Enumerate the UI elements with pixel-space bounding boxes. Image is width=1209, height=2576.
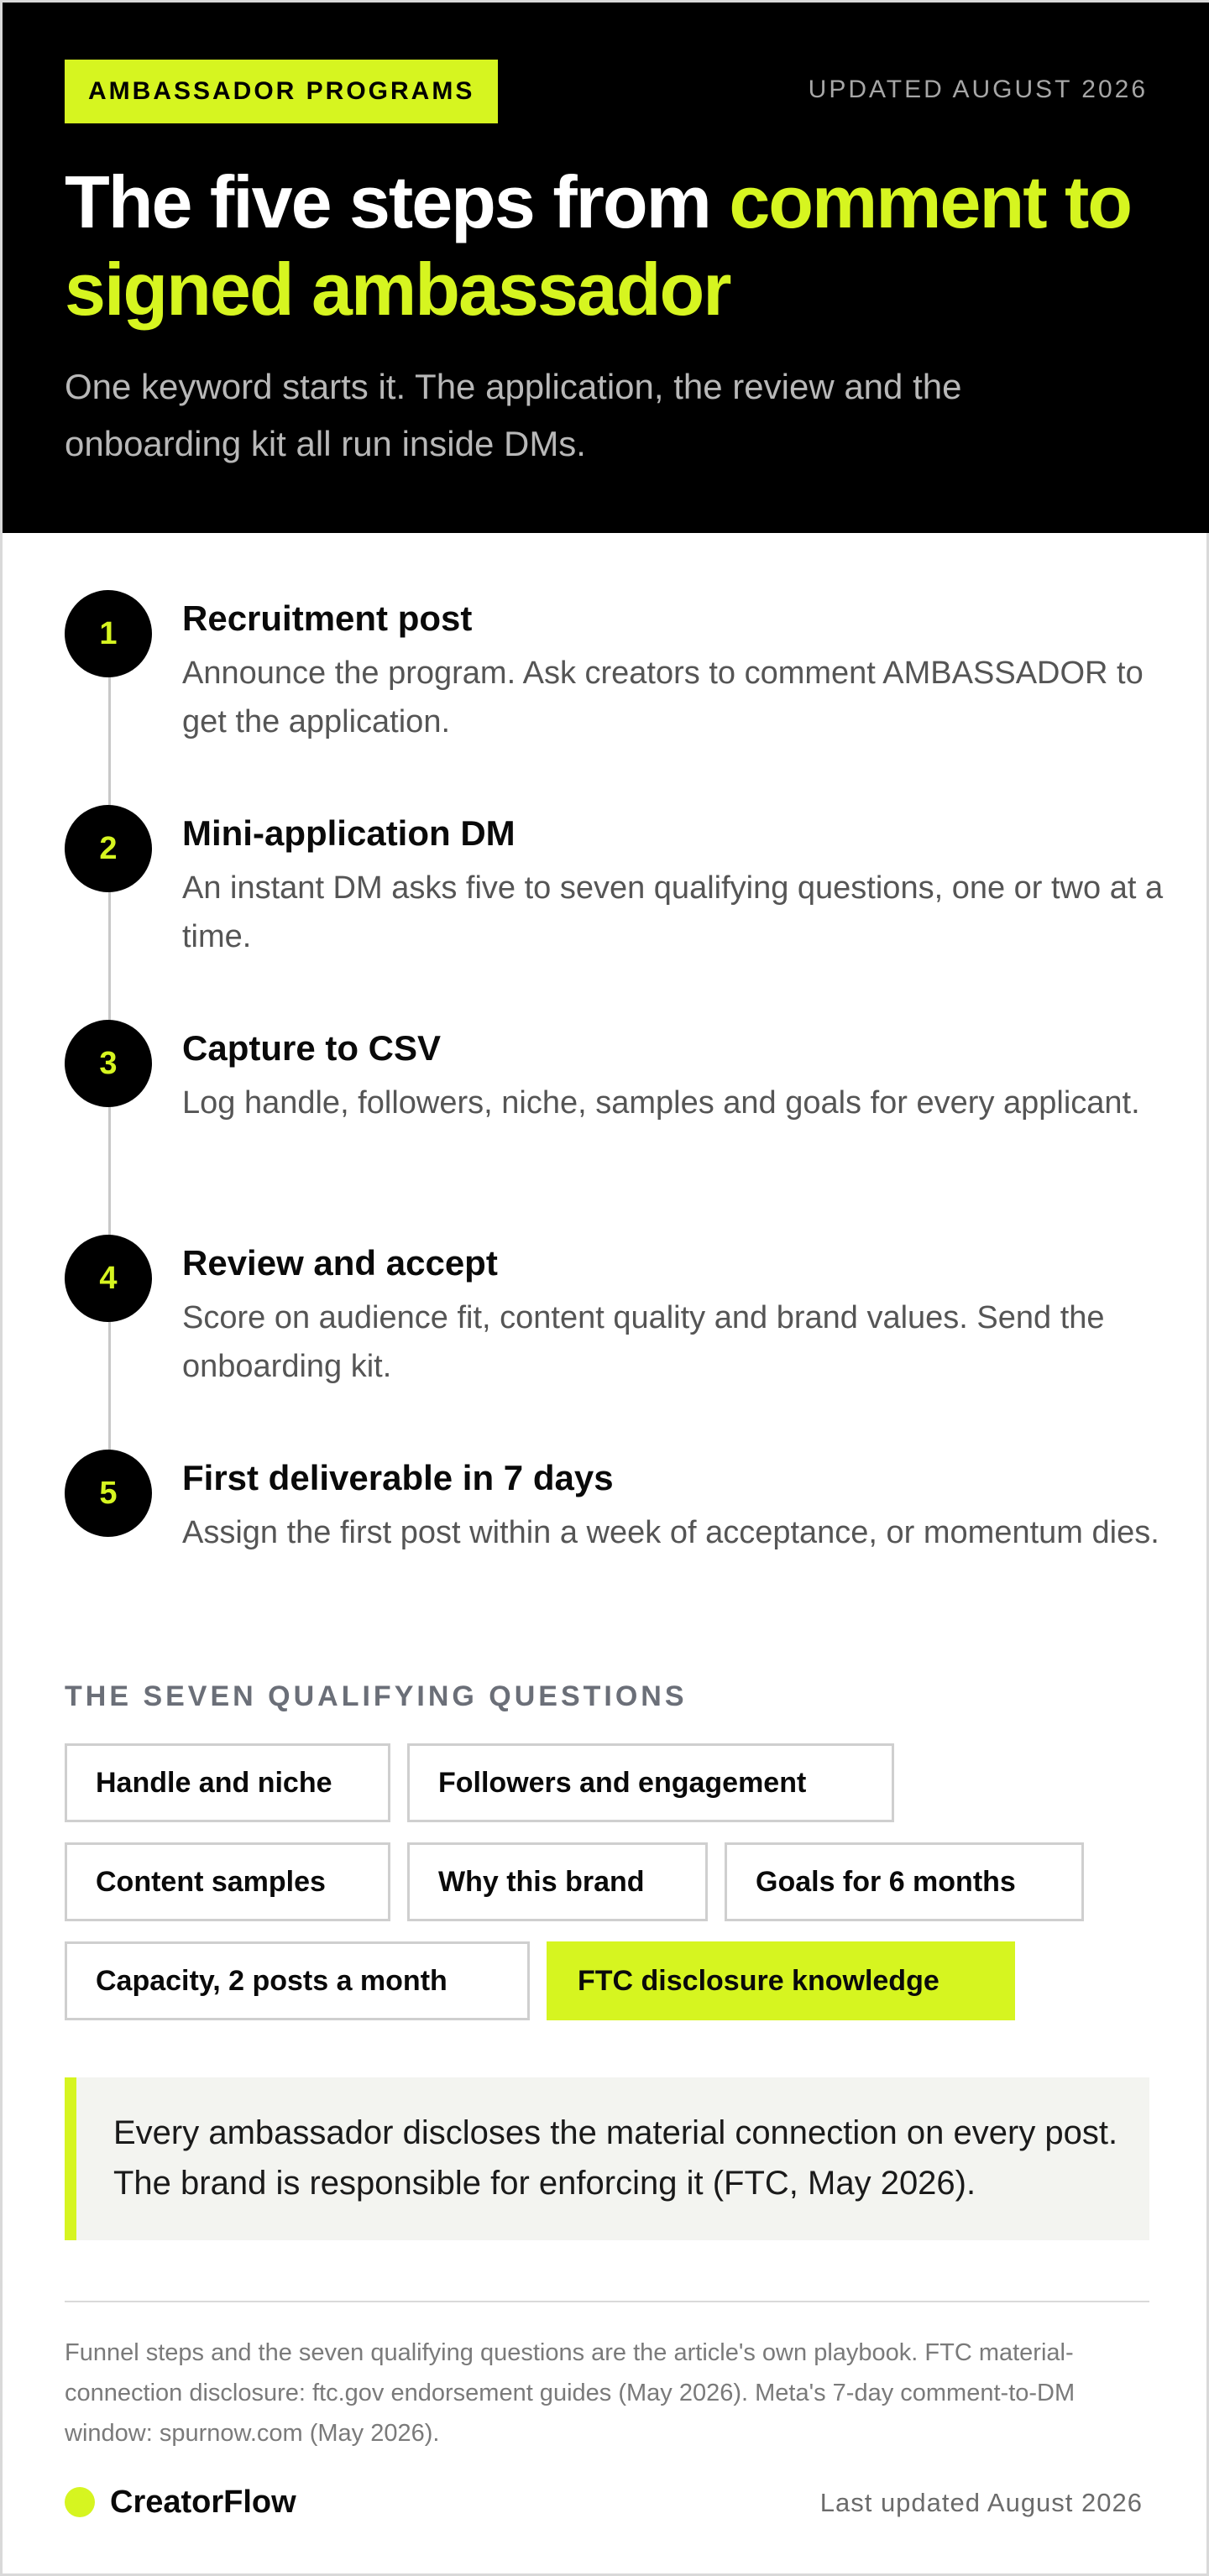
- updated-date: UPDATED AUGUST 2026: [808, 76, 1148, 103]
- step-description: Log handle, followers, niche, samples and goals for every applicant.: [182, 1085, 1140, 1121]
- step-title: Recruitment post: [182, 598, 473, 638]
- step-title: Review and accept: [182, 1243, 498, 1283]
- step-number-badge: 4: [65, 1235, 152, 1322]
- sources-note: Funnel steps and the seven qualifying questions are the article's own playbook. FTC material-connection disclosure: ftc.gov endorsement guides (May 2026). Meta's 7-day comment-to-DM window: spurnow.com (May 2026).: [65, 2339, 1076, 2447]
- last-updated: Last updated August 2026: [819, 2488, 1143, 2517]
- title-text: The five steps from: [65, 160, 730, 243]
- question-chip: Handle and niche: [65, 1743, 390, 1822]
- step-number-badge: 5: [65, 1450, 152, 1537]
- question-chip: Content samples: [65, 1842, 390, 1921]
- step-number-badge: 3: [65, 1020, 152, 1107]
- footer-divider: [65, 2301, 1149, 2302]
- callout-text: Every ambassador discloses the material connection on every post. The brand is responsible for enforcing it (FTC, May 2026).: [113, 2114, 1118, 2202]
- category-badge: AMBASSADOR PROGRAMS: [65, 60, 498, 123]
- step-description: Score on audience fit, content quality and brand values. Send the onboarding kit.: [182, 1300, 1105, 1384]
- question-chip: Followers and engagement: [407, 1743, 894, 1822]
- step-number-badge: 1: [65, 590, 152, 677]
- step-title: Mini-application DM: [182, 813, 516, 853]
- questions-heading: THE SEVEN QUALIFYING QUESTIONS: [65, 1680, 688, 1712]
- step-title: First deliverable in 7 days: [182, 1458, 614, 1497]
- step-description: An instant DM asks five to seven qualifying questions, one or two at a time.: [182, 870, 1164, 954]
- title-highlight: comment to signed ambassador: [65, 160, 1132, 331]
- step-number-badge: 2: [65, 805, 152, 892]
- question-chip: Why this brand: [407, 1842, 708, 1921]
- question-chip: Capacity, 2 posts a month: [65, 1941, 530, 2020]
- page-title: [65, 159, 1156, 333]
- hero-header: [3, 3, 1209, 533]
- step-title: Capture to CSV: [182, 1028, 442, 1068]
- step-description: Announce the program. Ask creators to comment AMBASSADOR to get the application.: [182, 656, 1144, 739]
- question-chip: Goals for 6 months: [725, 1842, 1084, 1921]
- question-chip-highlighted: FTC disclosure knowledge: [547, 1941, 1015, 2020]
- page-subtitle: One keyword starts it. The application, the review and the onboarding kit all run inside DMs.: [65, 367, 962, 463]
- brand-logo-dot-icon: [65, 2487, 95, 2517]
- disclosure-callout: [65, 2077, 1149, 2240]
- step-description: Assign the first post within a week of acceptance, or momentum dies.: [182, 1515, 1159, 1550]
- brand-name: CreatorFlow: [110, 2485, 296, 2520]
